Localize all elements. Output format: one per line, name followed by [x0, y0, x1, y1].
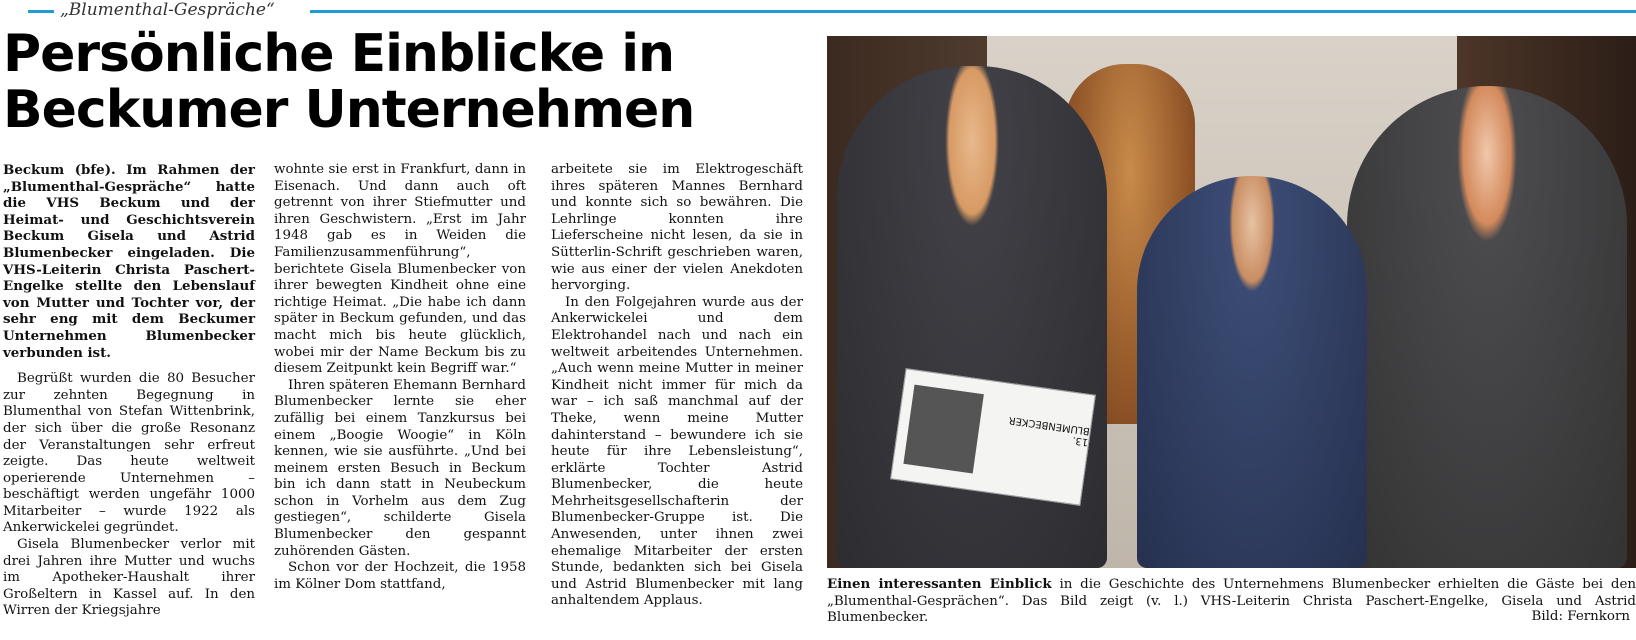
rubric-rule-left — [28, 10, 54, 13]
article-lead: Beckum (bfe). Im Rahmen der „Blumenthal-Gespräche“ hatte die VHS Beckum und der Heimat- und Geschichtsverein Beckum Gisela und Astrid Blumenbecker eingeladen. Die VHS-Leiterin Christa Paschert-Engelke stellte den Lebenslauf von Mutter und Tochter vor, der sehr eng mit dem Beckumer Unternehmen Blumenbecker verbunden ist. — [3, 162, 255, 361]
rubric-rule-right — [310, 10, 1636, 13]
brochure-photo — [903, 385, 983, 474]
article-paragraph: Begrüßt wurden die 80 Besucher zur zehnten Begegnung in Blumenthal von Stefan Wittenbrink, der sich über die große Resonanz der Veranstaltungen sehr erfreut zeigte. Das heute weltweit operierende Unternehmen – beschäftigt werden ungefähr 1000 Mitarbeiter – wurde 1922 als Ankerwickelei gegründet. — [3, 371, 255, 536]
headline — [3, 26, 793, 138]
headline-line-2: Beckumer Unternehmen — [3, 80, 695, 140]
article-paragraph: Gisela Blumenbecker verlor mit drei Jahren ihre Mutter und wuchs im Apotheker-Haushalt ihrer Großeltern in Kassel auf. In den Wirren der Kriegsjahre — [3, 537, 255, 619]
article-paragraph: Ihren späteren Ehemann Bernhard Blumenbecker lernte sie eher zufällig bei einem Tanzkursus bei einem „Boogie Woogie“ in Köln kennen, wie sie ausführte. „Und bei meinem ersten Besuch in Beckum bin ich dann statt in Neubeckum schon in Vorhelm aus dem Zug gestiegen“, schilderte Gisela Blumenbecker den gespannt zuhörenden Gästen. — [274, 377, 526, 559]
brochure-text: 13. BLUMENBECKER — [1008, 414, 1091, 448]
article-column-2 — [274, 162, 526, 593]
article-column-3 — [551, 162, 803, 610]
photo-credit: Bild: Fernkorn — [1531, 609, 1630, 624]
rubric-label: „Blumenthal-Gespräche“ — [60, 0, 275, 20]
person-right — [1347, 86, 1627, 568]
article-paragraph: In den Folgejahren wurde aus der Ankerwickelei und dem Elektrohandel nach und nach ein weltweit arbeitendes Unternehmen. „Auch wenn meine Mutter in meiner Kindheit nicht immer für mich da war – ich saß manchmal auf der Theke, wenn meine Mutter dahinterstand – bewundere ich sie heute für ihre Lebensleistung“, erklärte Tochter Astrid Blumenbecker, die heute Mehrheitsgesellschafterin der Blumenbecker-Gruppe ist. Die Anwesenden, unter ihnen zwei ehemalige Mitarbeiter der ersten Stunde, bedankten sich bei Gisela und Astrid Blumenbecker mit lang anhaltendem Applaus. — [551, 294, 803, 609]
headline-line-1: Persönliche Einblicke in — [3, 24, 675, 84]
article-paragraph: Schon vor der Hochzeit, die 1958 im Kölner Dom stattfand, — [274, 560, 526, 592]
article-column-1 — [3, 162, 255, 620]
photo-caption — [827, 576, 1636, 627]
caption-text: in die Geschichte des Unternehmens Blumenbecker erhielten die Gäste bei den „Blumenthal-Gesprächen“. Das Bild zeigt (v. l.) VHS-Leiterin Christa Paschert-Engelke, Gisela und Astrid Blumenbecker. — [827, 577, 1636, 626]
section-rubric — [0, 0, 1636, 24]
article-paragraph: arbeitete sie im Elektrogeschäft ihres späteren Mannes Bernhard und konnte sich so bewähren. Die Lehrlinge konnten ihre Lieferscheine nicht lesen, da sie in Sütterlin-Schrift geschrieben waren, wie aus einer der vielen Anekdoten hervorging. — [551, 162, 803, 294]
article-photo — [827, 36, 1636, 568]
caption-bold: Einen interessanten Einblick — [827, 576, 1052, 592]
article-paragraph: wohnte sie erst in Frankfurt, dann in Eisenach. Und dann auch oft getrennt von ihrer Stiefmutter und ihren Geschwistern. „Erst im Jahr 1948 gab es in Weiden die Familienzusammenführung“, berichtete Gisela Blumenbecker von ihrer bewegten Kindheit ohne eine richtige Heimat. „Die habe ich dann später in Beckum gefunden, und das macht mich bis heute glücklich, wobei mir der Name Beckum bis zu diesem Zeitpunkt kein Begriff war.“ — [274, 162, 526, 377]
person-middle — [1137, 176, 1367, 568]
